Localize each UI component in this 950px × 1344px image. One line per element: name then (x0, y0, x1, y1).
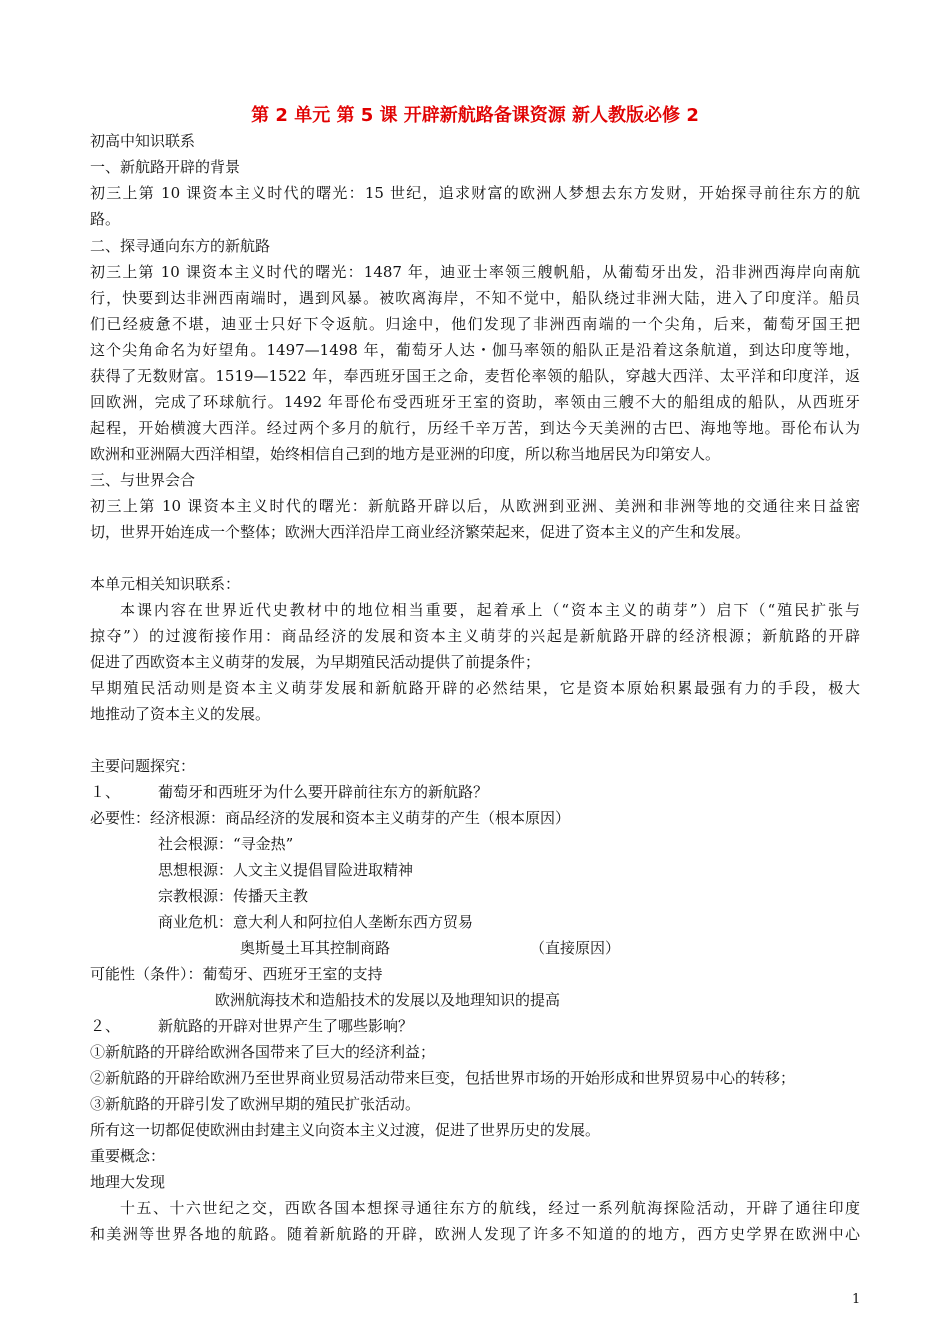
paragraph-line: 这个尖角命名为好望角。1497—1498 年，葡萄牙人达・伽马率领的船队正是沿着这条航道，到达印度等地， (90, 341, 860, 359)
subsection-heading: 一、新航路开辟的背景 (90, 158, 241, 176)
paragraph-line: 早期殖民活动则是资本主义萌芽发展和新航路开辟的必然结果，它是资本原始积累最强有力的手段，极大 (90, 679, 860, 697)
paragraph-line: 地推动了资本主义的发展。 (90, 705, 271, 723)
paragraph-line: 回欧洲，完成了环球航行。1492 年哥伦布受西班牙王室的资助，率领由三艘不大的船组成的船队，从西班牙 (90, 393, 860, 411)
paragraph-line: 行，快要到达非洲西南端时，遇到风暴。被吹离海岸，不知不觉中，船队绕过非洲大陆，进入了印度洋。船员 (90, 289, 860, 307)
paragraph-line: 本课内容在世界近代史教材中的地位相当重要，起着承上（“资本主义的萌芽”）启下（“殖民扩张与 (120, 601, 860, 619)
question-text: 葡萄牙和西班牙为什么要开辟前往东方的新航路？ (158, 783, 489, 801)
question-text: 新航路的开辟对世界产生了哪些影响？ (158, 1017, 414, 1035)
list-item: 奥斯曼土耳其控制商路 (240, 939, 391, 957)
section-heading: 本单元相关知识联系： (90, 575, 241, 593)
list-item: 宗教根源：传播天主教 (158, 887, 309, 905)
section-heading: 重要概念： (90, 1147, 166, 1165)
page-number: 1 (852, 1292, 861, 1307)
list-item: 思想根源：人文主义提倡冒险进取精神 (158, 861, 414, 879)
paragraph-line: 促进了西欧资本主义萌芽的发展，为早期殖民活动提供了前提条件； (90, 653, 541, 671)
paragraph-line: 初三上第 10 课资本主义时代的曙光：15 世纪，追求财富的欧洲人梦想去东方发财，开始探寻前往东方的航 (90, 184, 860, 202)
paragraph-line: 切，世界开始连成一个整体；欧洲大西洋沿岸工商业经济繁荣起来，促进了资本主义的产生和发展。 (90, 523, 751, 541)
list-item-note: （直接原因） (530, 939, 621, 957)
list-item: 欧洲航海技术和造船技术的发展以及地理知识的提高 (215, 991, 561, 1009)
paragraph-line: 初三上第 10 课资本主义时代的曙光：1487 年，迪亚士率领三艘帆船，从葡萄牙出发，沿非洲西海岸向南航 (90, 263, 860, 281)
section-heading: 主要问题探究： (90, 757, 196, 775)
subsection-heading: 二、探寻通向东方的新航路 (90, 237, 271, 255)
question-number: ２、 (90, 1017, 121, 1035)
list-item: ①新航路的开辟给欧洲各国带来了巨大的经济利益； (90, 1043, 436, 1061)
list-item: 必要性：经济根源：商品经济的发展和资本主义萌芽的产生（根本原因） (90, 809, 571, 827)
paragraph-line: 路。 (90, 210, 121, 228)
section-heading: 初高中知识联系 (90, 132, 196, 150)
document-title: 第 2 单元 第 5 课 开辟新航路备课资源 新人教版必修 2 (251, 105, 699, 126)
paragraph-line: 们已经疲惫不堪，迪亚士只好下令返航。归途中，他们发现了非洲西南端的一个尖角，后来，葡萄牙国王把 (90, 315, 860, 333)
list-item: 可能性（条件）：葡萄牙、西班牙王室的支持 (90, 965, 383, 983)
paragraph-line: 获得了无数财富。1519—1522 年，奉西班牙国王之命，麦哲伦率领的船队，穿越大西洋、太平洋和印度洋，返 (90, 367, 860, 385)
paragraph-line: 所有这一切都促使欧洲由封建主义向资本主义过渡，促进了世界历史的发展。 (90, 1121, 601, 1139)
paragraph-line: 和美洲等世界各地的航路。随着新航路的开辟，欧洲人发现了许多不知道的的地方，西方史学界在欧洲中心 (90, 1225, 860, 1243)
list-item: ②新航路的开辟给欧洲乃至世界商业贸易活动带来巨变，包括世界市场的开始形成和世界贸易中心的转移； (90, 1069, 796, 1087)
question-number: １、 (90, 783, 121, 801)
paragraph-line: 起程，开始横渡大西洋。经过两个多月的航行，历经千辛万苦，到达今天美洲的古巴、海地等地。哥伦布认为 (90, 419, 860, 437)
list-item: 社会根源：“寻金热” (158, 835, 294, 853)
subsection-heading: 三、与世界会合 (90, 471, 196, 489)
list-item: ③新航路的开辟引发了欧洲早期的殖民扩张活动。 (90, 1095, 421, 1113)
paragraph-line: 欧洲和亚洲隔大西洋相望，始终相信自己到的地方是亚洲的印度，所以称当地居民为印第安人。 (90, 445, 721, 463)
concept-term: 地理大发现 (90, 1173, 166, 1191)
list-item: 商业危机：意大利人和阿拉伯人垄断东西方贸易 (158, 913, 474, 931)
paragraph-line: 掠夺”）的过渡衔接作用：商品经济的发展和资本主义萌芽的兴起是新航路开辟的经济根源；新航路的开辟 (90, 627, 860, 645)
paragraph-line: 初三上第 10 课资本主义时代的曙光：新航路开辟以后，从欧洲到亚洲、美洲和非洲等地的交通往来日益密 (90, 497, 860, 515)
paragraph-line: 十五、十六世纪之交，西欧各国本想探寻通往东方的航线，经过一系列航海探险活动，开辟了通往印度 (120, 1199, 860, 1217)
